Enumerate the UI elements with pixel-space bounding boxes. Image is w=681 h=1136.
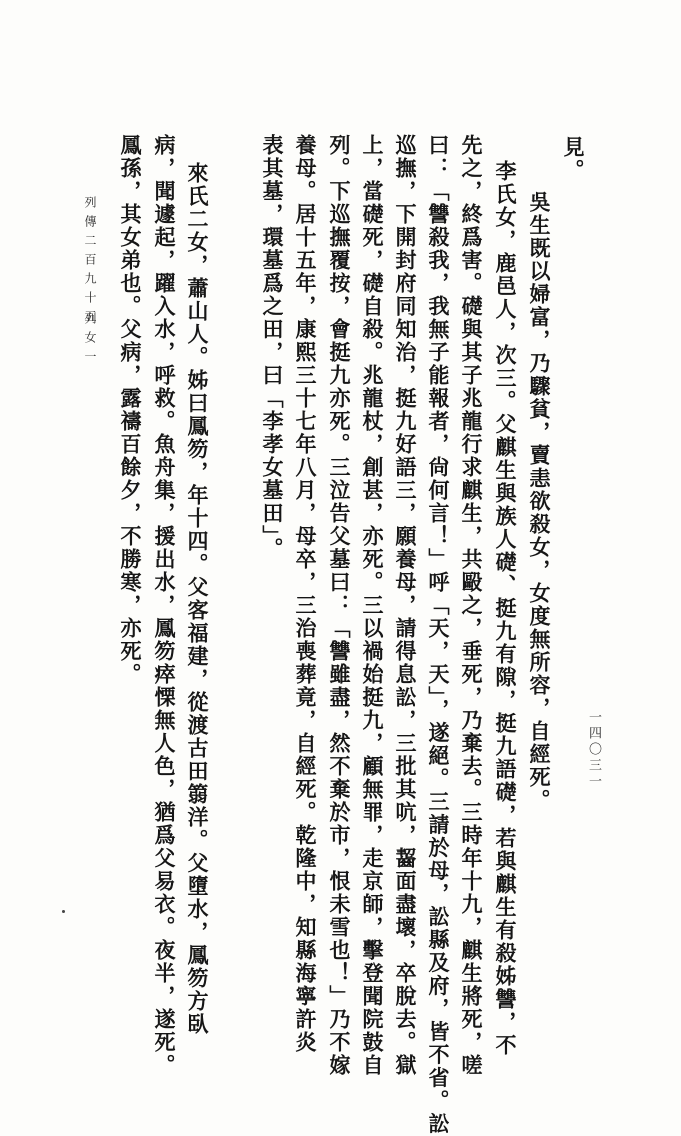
text-column: 吳生既以婦富，乃驟貧，賣恚欲殺女，女度無所容，自經死。: [527, 191, 552, 812]
text-column: 上，當礎死，礎自殺。兆龍杖，創甚，亦死。三以禍始挺九，顧無罪，走京師，擊登聞院鼓自: [360, 134, 385, 1077]
running-head: 列傳二百九十五: [83, 196, 97, 329]
text-column: 李氏女，鹿邑人，次三。父麒生與族人礎、挺九有隙，挺九語礎，若與麒生有殺姊讐，不: [493, 160, 518, 1057]
page-number: 一四〇三一: [586, 710, 601, 790]
text-column: 巡撫，下開封府同知治，挺九好語三，願養母，請得息訟，三批其吭，齧面盡壞，卒脫去。獄: [393, 134, 418, 1077]
text-column: 鳳孫，其女弟也。父病，露禱百餘夕，不勝寒，亦死。: [118, 134, 143, 686]
text-column: 見。: [561, 136, 586, 182]
text-column: 曰：「讐殺我，我無子能報者，尙何言！」呼「天，天」，遂絕。三請於母，訟縣及府，皆不省。訟: [426, 134, 451, 1136]
text-column: 先之，終爲害。礎與其子兆龍行求麒生，共毆之，垂死，乃棄去。三時年十九，麒生將死，嗟: [459, 134, 484, 1077]
text-column: 病，聞遽起，躍入水，呼救。魚舟集，援出水，鳳笏瘁慄無人色，猶爲父易衣。夜半，遂死。: [152, 134, 177, 1077]
text-column: 養母。居十五年，康熙三十七年八月，母卒，三治喪葬竟，自經死。乾隆中，知縣海寧許炎: [293, 134, 318, 1054]
printing-speck: [62, 910, 65, 913]
section-title: 列女一: [83, 312, 97, 369]
text-column: 列。下巡撫覆按，會挺九亦死。三泣告父墓曰：「讐雖盡，然不棄於市，恨未雪也！」乃不嫁: [327, 134, 352, 1077]
text-column: 表其墓，環墓爲之田，曰「李孝女墓田」。: [260, 134, 285, 561]
text-column: 來氏二女，蕭山人。姊曰鳳笏，年十四。父客福建，從渡古田篛洋。父墮水，鳳笏方臥: [185, 162, 210, 1036]
